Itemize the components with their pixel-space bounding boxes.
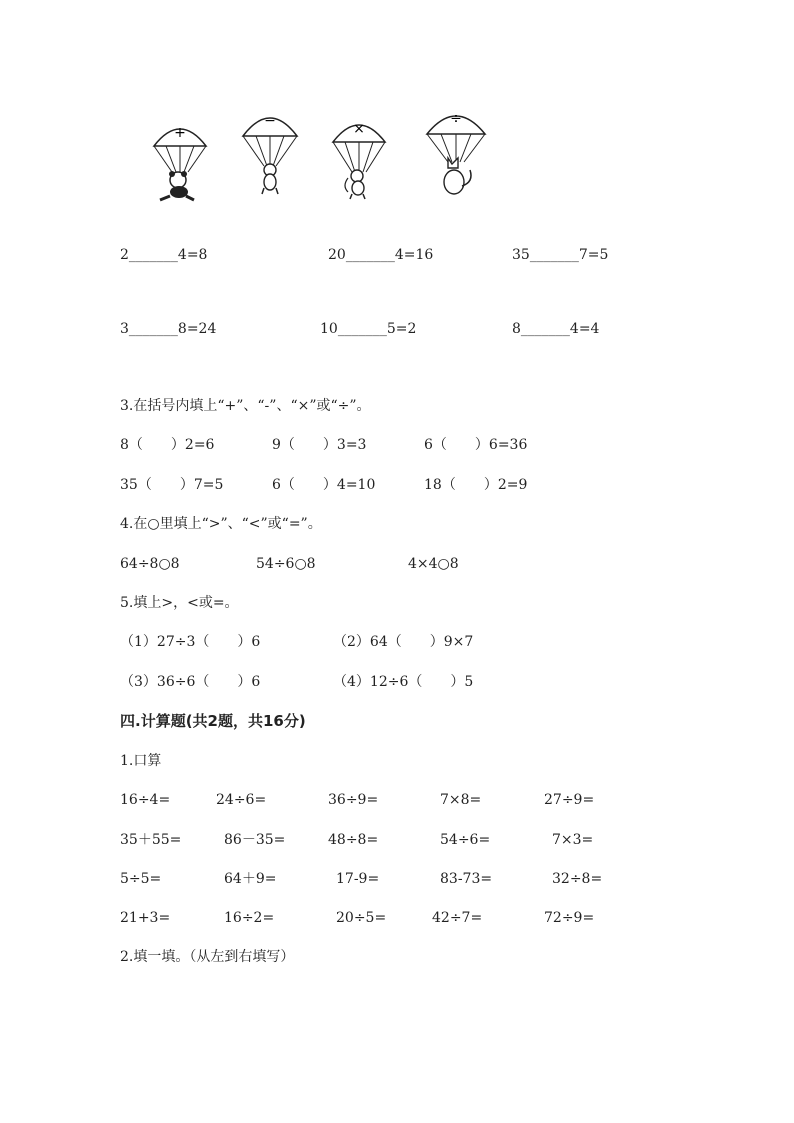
mental-math-title: 1.口算 <box>120 753 162 769</box>
parachute-minus-icon <box>240 108 300 196</box>
parachute-divide-icon <box>424 106 488 198</box>
calc-item[interactable]: 17-9= <box>336 871 380 887</box>
parachute-symbol: × <box>353 121 365 137</box>
panda-icon <box>160 171 194 200</box>
calc-item[interactable]: 16÷4= <box>120 792 171 808</box>
blank-equation[interactable]: 8_______4=4 <box>512 321 600 337</box>
calc-item[interactable]: 64＋9= <box>224 871 277 887</box>
parachute-symbol: + <box>174 125 186 141</box>
fox-icon <box>444 158 471 194</box>
blank-equation[interactable]: 20_______4=16 <box>328 247 434 263</box>
q5-item[interactable]: （2）64（ ）9×7 <box>333 634 474 650</box>
calc-item[interactable]: 24÷6= <box>216 792 267 808</box>
calc-item[interactable]: 35＋55= <box>120 832 182 848</box>
calc-item[interactable]: 32÷8= <box>552 871 603 887</box>
calc-item[interactable]: 48÷8= <box>328 832 379 848</box>
section-4-heading: 四.计算题(共2题，共16分) <box>120 712 306 730</box>
calc-item[interactable]: 54÷6= <box>440 832 491 848</box>
squirrel-icon <box>262 164 278 194</box>
blank-equation[interactable]: 2_______4=8 <box>120 247 208 263</box>
calc-item[interactable]: 7×3= <box>552 832 594 848</box>
blank-equation[interactable]: 10_______5=2 <box>320 321 417 337</box>
parachute-symbol: − <box>264 113 276 129</box>
q3-item[interactable]: 8（ ）2=6 <box>120 437 215 453</box>
q3-item[interactable]: 35（ ）7=5 <box>120 477 224 493</box>
calc-item[interactable]: 5÷5= <box>120 871 162 887</box>
fill-in-title: 2.填一填。（从左到右填写） <box>120 949 295 965</box>
calc-item[interactable]: 27÷9= <box>544 792 595 808</box>
calc-item[interactable]: 42÷7= <box>432 910 483 926</box>
q3-item[interactable]: 6（ ）4=10 <box>272 477 376 493</box>
q5-item[interactable]: （4）12÷6（ ）5 <box>333 674 474 690</box>
monkey-icon <box>345 170 365 199</box>
blank-equation[interactable]: 35_______7=5 <box>512 247 609 263</box>
calc-item[interactable]: 16÷2= <box>224 910 275 926</box>
q3-item[interactable]: 18（ ）2=9 <box>424 477 528 493</box>
q5-item[interactable]: （3）36÷6（ ）6 <box>120 674 261 690</box>
calc-item[interactable]: 21+3= <box>120 910 171 926</box>
q4-item[interactable]: 4×4○8 <box>408 556 459 572</box>
q5-item[interactable]: （1）27÷3（ ）6 <box>120 634 261 650</box>
parachute-times-icon <box>330 116 388 200</box>
q3-item[interactable]: 6（ ）6=36 <box>424 437 528 453</box>
calc-item[interactable]: 7×8= <box>440 792 482 808</box>
calc-item[interactable]: 86－35= <box>224 832 286 848</box>
q4-item[interactable]: 54÷6○8 <box>256 556 316 572</box>
parachute-plus-icon <box>150 120 210 202</box>
calc-item[interactable]: 20÷5= <box>336 910 387 926</box>
q3-item[interactable]: 9（ ）3=3 <box>272 437 367 453</box>
parachute-symbol: ÷ <box>450 111 462 127</box>
question-4-title: 4.在○里填上“>”、“<”或“=”。 <box>120 516 322 532</box>
calc-item[interactable]: 36÷9= <box>328 792 379 808</box>
blank-equation[interactable]: 3_______8=24 <box>120 321 217 337</box>
calc-item[interactable]: 83-73= <box>440 871 493 887</box>
question-5-title: 5.填上>，<或=。 <box>120 595 239 611</box>
calc-item[interactable]: 72÷9= <box>544 910 595 926</box>
question-3-title: 3.在括号内填上“+”、“-”、“×”或“÷”。 <box>120 398 371 414</box>
q4-item[interactable]: 64÷8○8 <box>120 556 180 572</box>
